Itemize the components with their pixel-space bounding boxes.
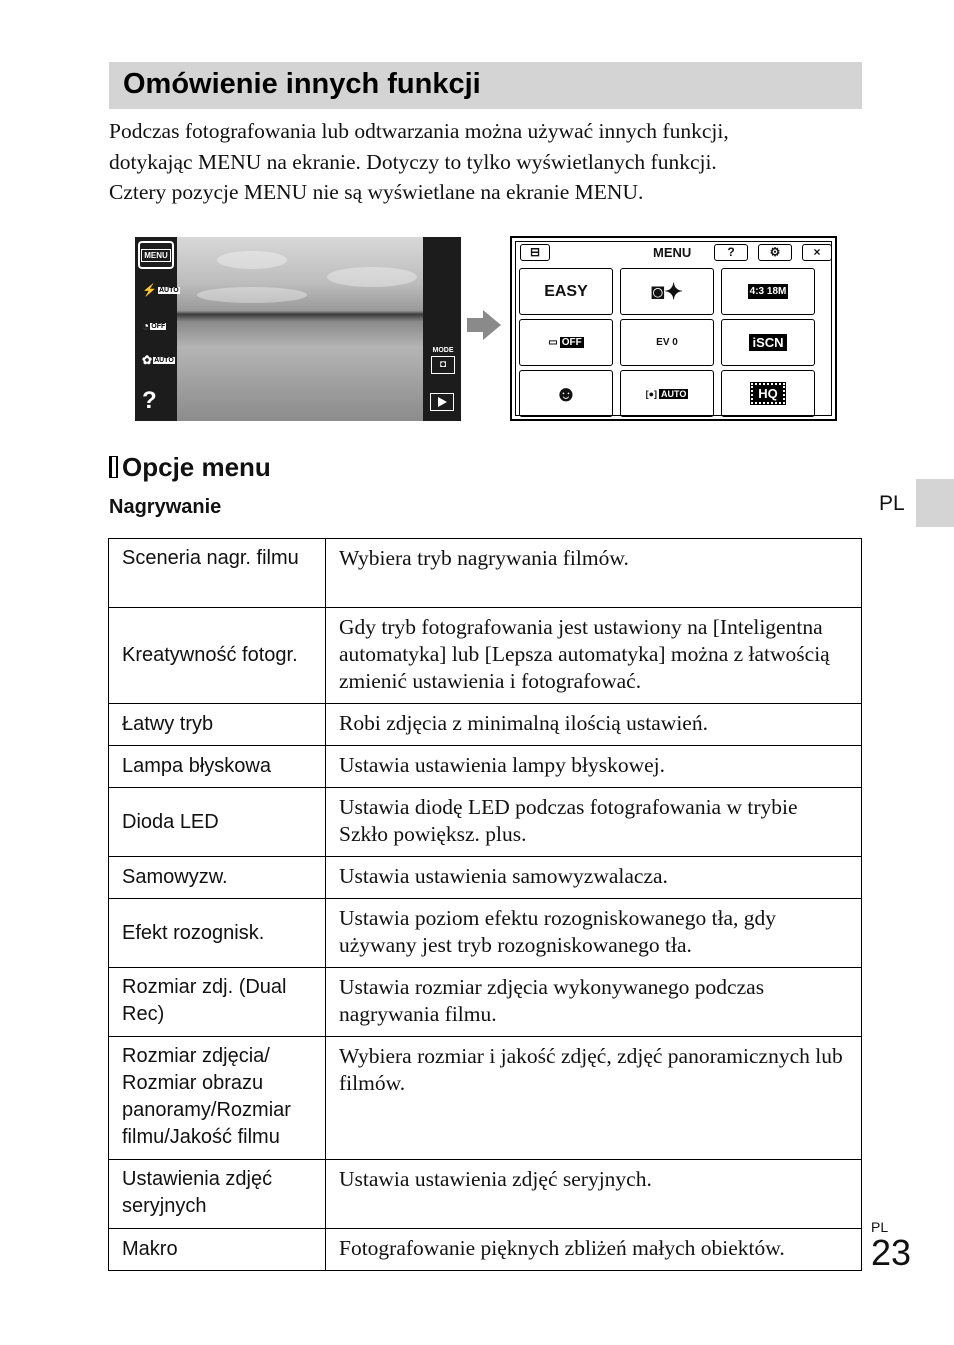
option-description: Ustawia ustawienia samowyzwalacza.: [326, 857, 862, 899]
table-row: [109, 788, 862, 857]
option-description: Gdy tryb fotografowania jest ustawiony na [Inteligentna automatyka] lub [Lepsza automatyka] można z łatwością zmienić ustawienia i fotografować.: [326, 608, 862, 704]
mode-button[interactable]: [431, 347, 455, 374]
page-number: 23: [871, 1232, 912, 1273]
option-description: Fotografowanie pięknych zbliżeń małych obiektów.: [326, 1229, 862, 1271]
help-icon[interactable]: ?: [142, 387, 157, 414]
help-button[interactable]: ?: [714, 244, 748, 261]
macro-auto-icon[interactable]: ✿ AUTO: [142, 353, 174, 367]
page-title: Omówienie innych funkcji: [123, 68, 481, 100]
intro-line: Cztery pozycje MENU nie są wyświetlane na ekranie MENU.: [109, 180, 644, 204]
intro-paragraph: [109, 116, 869, 208]
table-row: [109, 857, 862, 899]
table-row: [109, 1037, 862, 1160]
table-row: [109, 899, 862, 968]
option-name: Samowyzw.: [109, 857, 326, 899]
option-name: Efekt rozognisk.: [109, 899, 326, 968]
subsection-heading: Nagrywanie: [109, 496, 222, 518]
option-name: Makro: [109, 1229, 326, 1271]
camera-mode-icon: ◘: [431, 356, 455, 374]
option-description: Wybiera tryb nagrywania filmów.: [326, 539, 862, 608]
section-heading: [109, 452, 271, 483]
option-description: Ustawia ustawienia zdjęć seryjnych.: [326, 1160, 862, 1229]
option-name: Łatwy tryb: [109, 704, 326, 746]
photo-creativity-icon[interactable]: ◙✦: [620, 268, 714, 315]
option-description: Wybiera rozmiar i jakość zdjęć, zdjęć panoramicznych lub filmów.: [326, 1037, 862, 1160]
option-name: Ustawienia zdjęć seryjnych: [109, 1160, 326, 1229]
page-language: PL: [871, 1219, 889, 1235]
section-marker-icon: [109, 456, 118, 478]
table-row: [109, 1160, 862, 1229]
table-row: [109, 1229, 862, 1271]
option-name: Kreatywność fotogr.: [109, 608, 326, 704]
option-description: Ustawia diodę LED podczas fotografowania w trybie Szkło powiększ. plus.: [326, 788, 862, 857]
face-detection-icon[interactable]: [●] AUTO: [620, 370, 714, 417]
table-row: [109, 608, 862, 704]
option-name: Lampa błyskowa: [109, 746, 326, 788]
options-table: [108, 538, 862, 1271]
burst-off-icon[interactable]: ▭ OFF: [519, 319, 613, 366]
option-description: Ustawia ustawienia lampy błyskowej.: [326, 746, 862, 788]
easy-mode-icon[interactable]: EASY: [519, 268, 613, 315]
option-name: Sceneria nagr. filmu: [109, 539, 326, 608]
menu-button[interactable]: MENU: [138, 241, 174, 269]
menu-title: MENU: [653, 245, 692, 260]
self-timer-off-icon[interactable]: ◔ OFF: [142, 319, 166, 333]
smile-icon[interactable]: ☻: [519, 370, 613, 417]
title-bar: [109, 62, 862, 109]
language-label: PL: [879, 492, 905, 515]
menu-screen: [510, 236, 837, 421]
close-button[interactable]: ×: [802, 244, 832, 261]
section-title: Opcje menu: [122, 452, 271, 482]
camera-screen: [135, 237, 461, 421]
option-description: Ustawia poziom efektu rozogniskowanego tła, gdy używany jest tryb rozogniskowanego tła.: [326, 899, 862, 968]
playback-icon[interactable]: [430, 393, 454, 411]
scene-icon[interactable]: iSCN: [721, 319, 815, 366]
table-row: [109, 968, 862, 1037]
menu-header: [516, 242, 831, 264]
table-row: [109, 539, 862, 608]
exposure-icon[interactable]: EV 0: [620, 319, 714, 366]
option-name: Rozmiar zdj. (Dual Rec): [109, 968, 326, 1037]
intro-line: Podczas fotografowania lub odtwarzania można używać innych funkcji,: [109, 119, 729, 143]
table-row: [109, 704, 862, 746]
movie-quality-icon[interactable]: HQ: [721, 370, 815, 417]
option-name: Rozmiar zdjęcia/ Rozmiar obrazu panoramy/Rozmiar filmu/Jakość filmu: [109, 1037, 326, 1160]
option-description: Ustawia rozmiar zdjęcia wykonywanego podczas nagrywania filmu.: [326, 968, 862, 1037]
option-name: Dioda LED: [109, 788, 326, 857]
settings-gear-icon[interactable]: ⚙: [758, 244, 792, 261]
table-row: [109, 746, 862, 788]
language-tab: [916, 479, 954, 527]
flash-auto-icon[interactable]: ⚡ AUTO: [142, 283, 179, 297]
toolbox-icon[interactable]: ⊟: [520, 244, 550, 261]
arrow-right-icon: [467, 308, 501, 342]
option-description: Robi zdjęcia z minimalną ilością ustawień.: [326, 704, 862, 746]
image-size-icon[interactable]: 4:3 18M: [721, 268, 815, 315]
beach-scene: [177, 237, 454, 421]
mode-label: MODE: [432, 347, 454, 354]
intro-line: dotykając MENU na ekranie. Dotyczy to tylko wyświetlanych funkcji.: [109, 149, 717, 174]
